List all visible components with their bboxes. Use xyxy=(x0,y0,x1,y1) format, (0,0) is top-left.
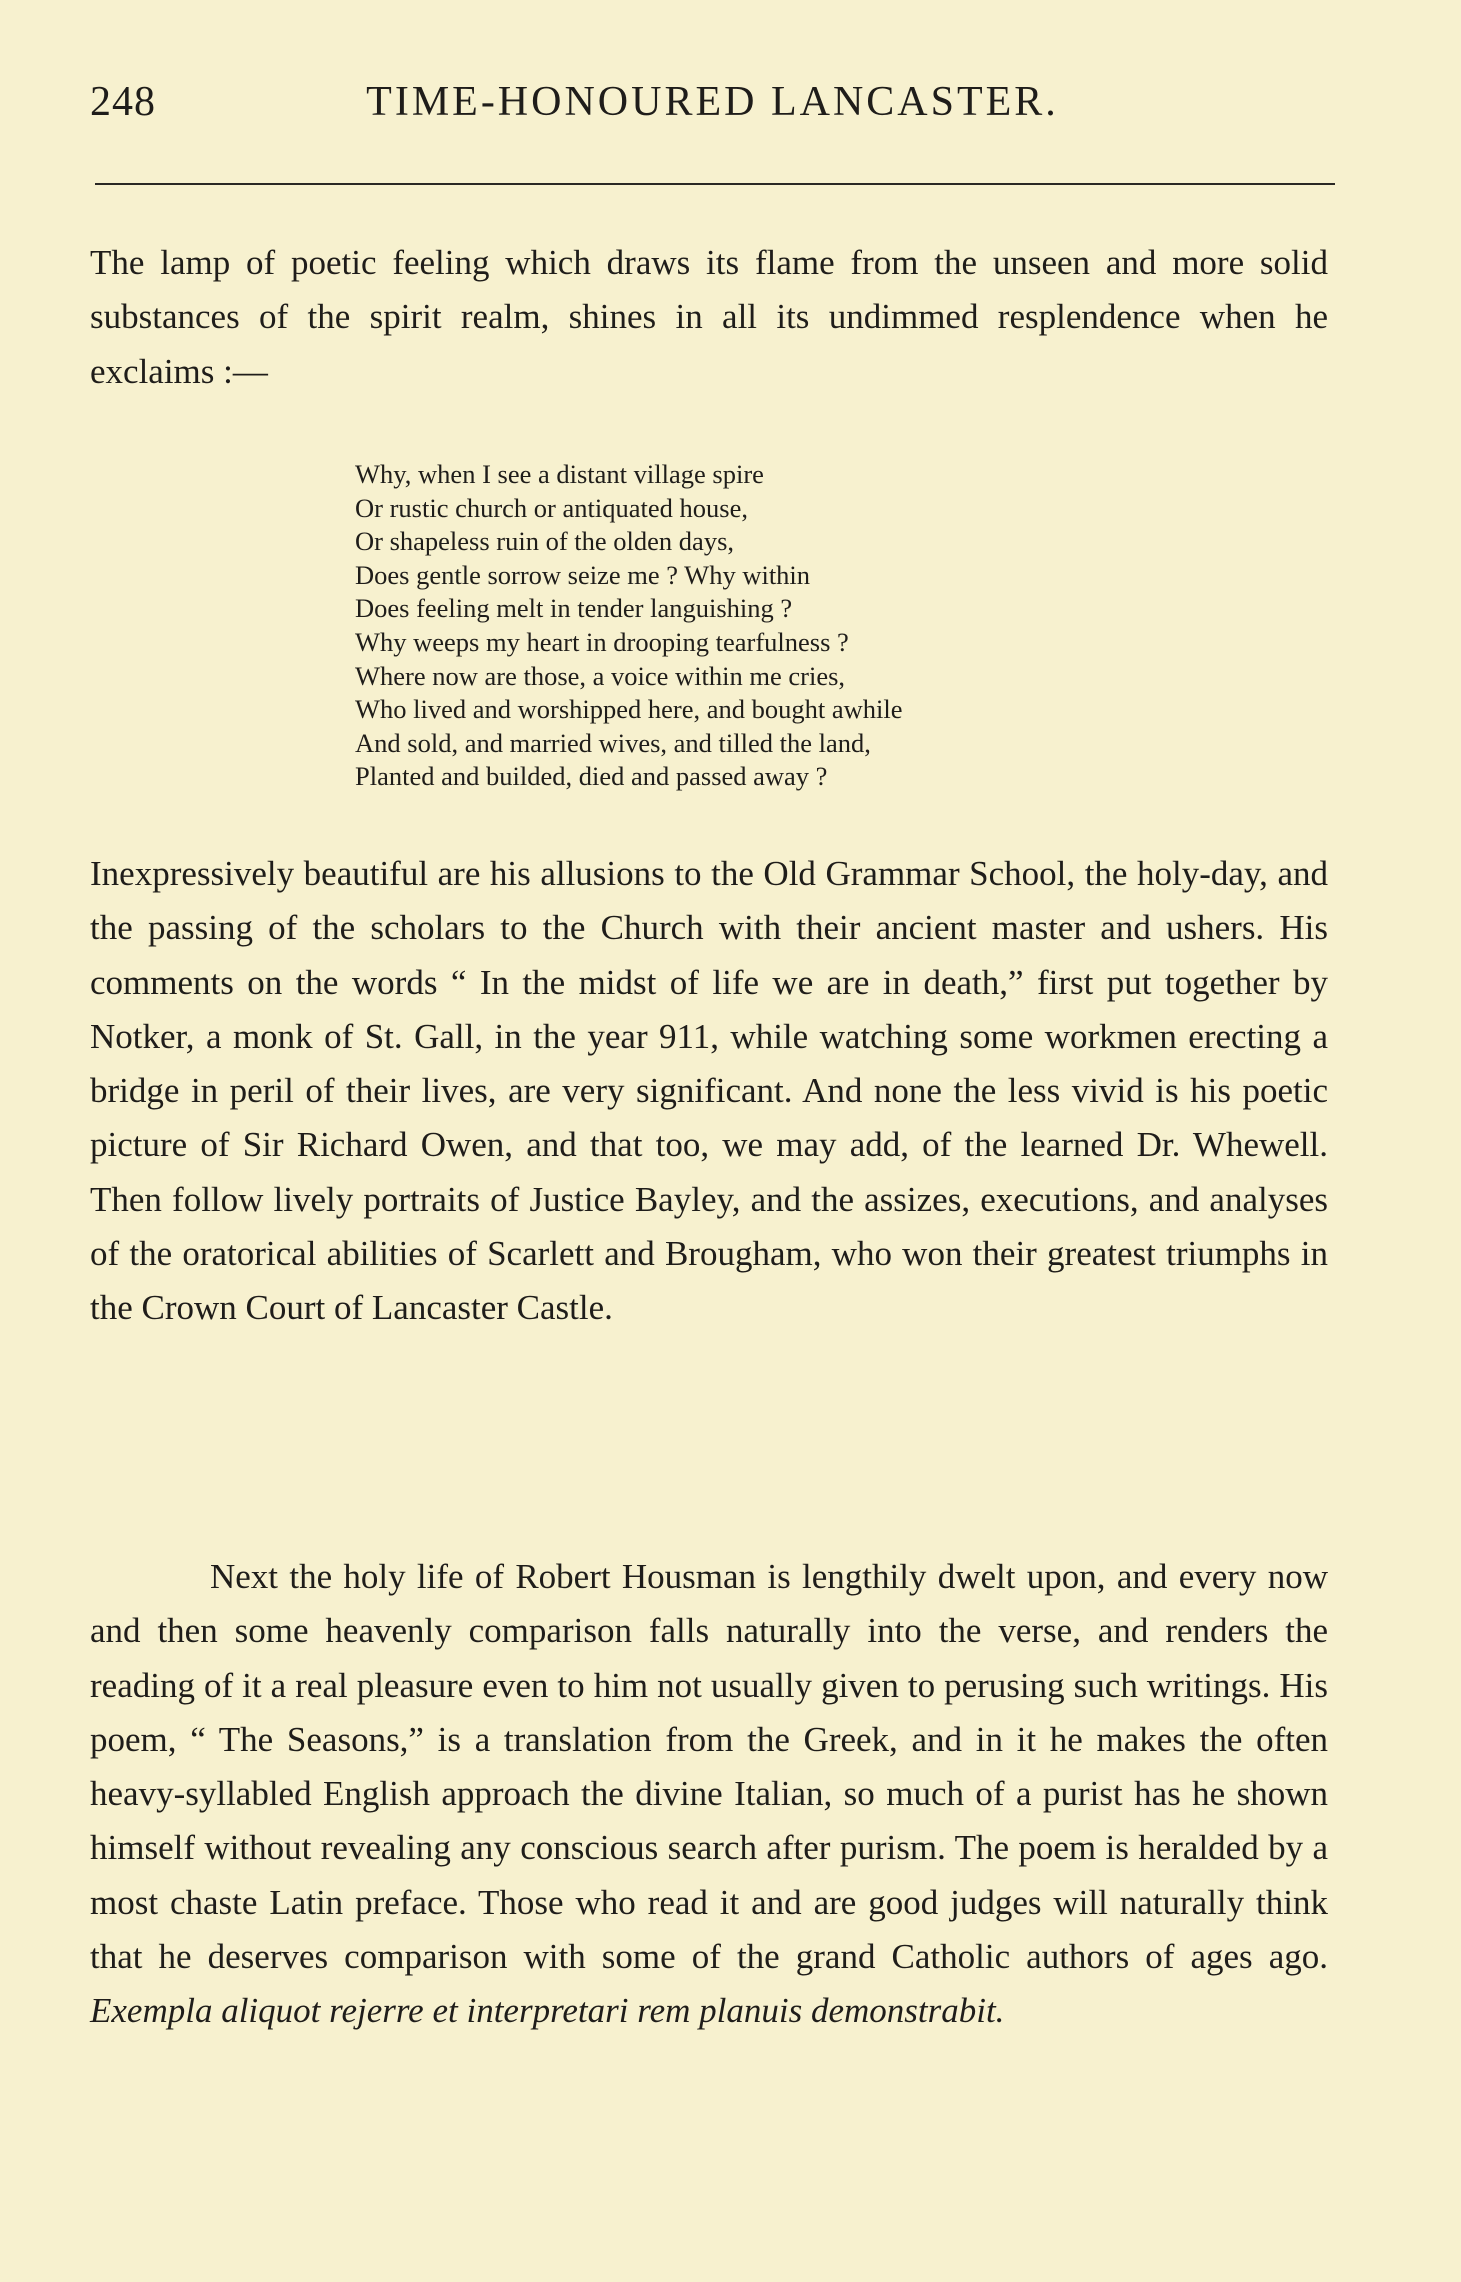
verse-line: Who lived and worshipped here, and bought awhile xyxy=(355,694,903,725)
housman-body: Next the holy life of Robert Housman is lengthily dwelt upon, and every now and then some heavenly comparison falls naturally into the verse, and renders the reading of it a real pleasure even to him not usually given to perusing such writings. His poem, “ The Seasons,” is a translation from the Greek, and in it he makes the often heavy-syllabled English approach the divine Italian, so much of a purist has he shown himself without revealing any conscious search after purism. The poem is heralded by a most chaste Latin preface. Those who read it and are good judges will naturally think that he deserves comparison with some of the grand Catholic authors of ages ago. xyxy=(90,1557,1328,1977)
verse-line: Why, when I see a distant village spire xyxy=(355,459,764,489)
verse-line: And sold, and married wives, and tilled the land, xyxy=(355,727,871,758)
verse-line: Does gentle sorrow seize me ? Why within xyxy=(355,559,811,590)
housman-text xyxy=(90,1550,1328,2039)
header-rule xyxy=(95,183,1335,185)
page-number: 248 xyxy=(90,79,156,125)
grammar-school-paragraph xyxy=(90,847,1328,1336)
verse-line: Does feeling melt in tender languishing ? xyxy=(355,593,793,624)
latin-quotation: Exempla aliquot rejerre et interpretari rem planuis demonstrabit. xyxy=(90,1991,1005,2031)
running-title: TIME-HONOURED LANCASTER. xyxy=(366,79,1059,125)
verse-line: Or rustic church or antiquated house, xyxy=(355,492,748,523)
verse-line: Planted and builded, died and passed away ? xyxy=(355,761,828,792)
verse-line: Why weeps my heart in drooping tearfulness ? xyxy=(355,626,849,657)
verse-line: Where now are those, a voice within me cries, xyxy=(355,660,846,691)
housman-paragraph xyxy=(90,1550,1328,2039)
grammar-school-text: Inexpressively beautiful are his allusions to the Old Grammar School, the holy-day, and the passing of the scholars to the Church with their ancient master and ushers. His comments on the words “ In the midst of life we are in death,” first put together by Notker, a monk of St. Gall, in the year 911, while watching some workmen erecting a bridge in peril of their lives, are very significant. And none the less vivid is his poetic picture of Sir Richard Owen, and that too, we may add, of the learned Dr. Whewell. Then follow lively portraits of Justice Bayley, and the assizes, executions, and analyses of the oratorical abilities of Scarlett and Brougham, who won their greatest triumphs in the Crown Court of Lancaster Castle. xyxy=(90,854,1328,1328)
page-header xyxy=(90,78,1335,138)
verse-line: Or shapeless ruin of the olden days, xyxy=(355,526,735,557)
intro-paragraph xyxy=(90,236,1328,399)
verse-quotation xyxy=(355,458,1235,794)
intro-text: The lamp of poetic feeling which draws its flame from the unseen and more solid substances of the spirit realm, shines in all its undimmed resplendence when he exclaims :— xyxy=(90,243,1328,391)
